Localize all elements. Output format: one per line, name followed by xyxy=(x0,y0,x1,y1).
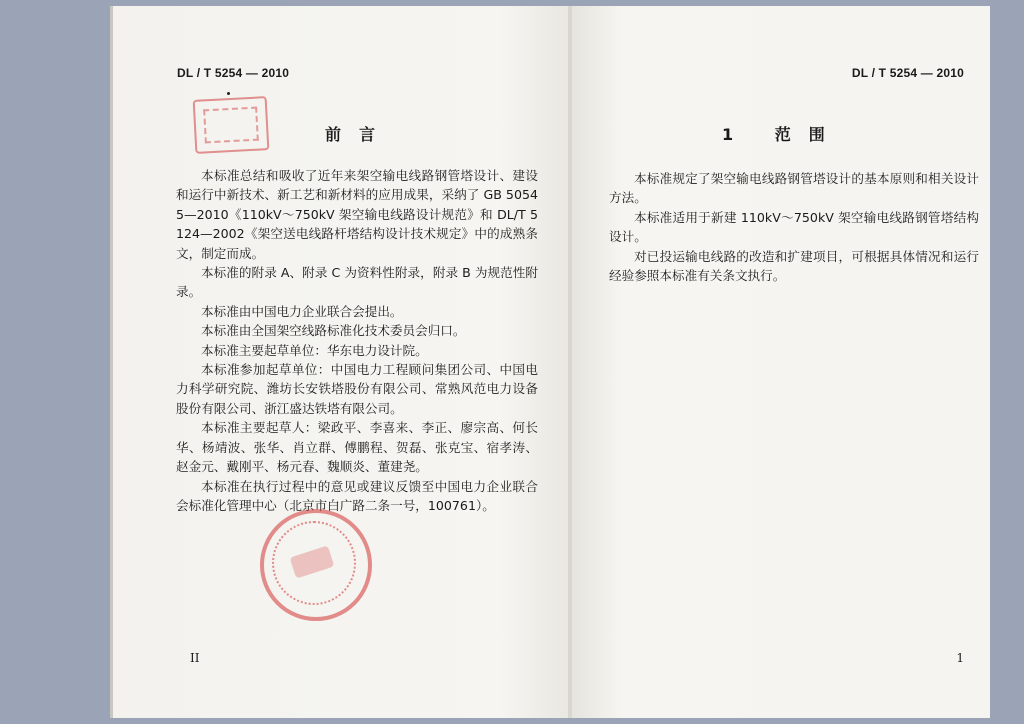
paragraph: 本标准主要起草人：梁政平、李喜来、李正、廖宗高、何长华、杨靖波、张华、肖立群、傅鹏程、贺磊、张克宝、宿孝涛、赵金元、戴刚平、杨元春、魏顺炎、董建尧。 xyxy=(176,420,538,475)
left-page xyxy=(110,6,570,718)
paragraph: 对已投运输电线路的改造和扩建项目，可根据具体情况和运行经验参照本标准有关条文执行。 xyxy=(609,248,979,284)
round-seal-stamp xyxy=(260,509,372,621)
paragraph: 本标准总结和吸收了近年来架空输电线路钢管塔设计、建设和运行中新技术、新工艺和新材料的应用成果，采纳了 GB 50545—2010《110kV～750kV 架空输电线路设计规范》和 DL/T 5124—2002《架空送电线路杆塔结构设计技术规定》中的成熟条文，制定而成。 xyxy=(176,168,538,261)
right-page xyxy=(572,6,990,718)
left-page-number: II xyxy=(190,651,200,665)
paragraph: 本标准参加起草单位：中国电力工程顾问集团公司、中国电力科学研究院、潍坊长安铁塔股份有限公司、常熟风范电力设备股份有限公司、浙江盛达铁塔有限公司。 xyxy=(176,362,538,416)
right-page-body xyxy=(609,169,979,285)
left-page-header: DL / T 5254 — 2010 xyxy=(177,66,290,80)
left-page-title: 前言 xyxy=(325,125,394,144)
right-page-title: 1 范围 xyxy=(722,125,843,144)
book-spread xyxy=(110,6,990,718)
paragraph: 本标准主要起草单位：华东电力设计院。 xyxy=(201,342,428,358)
paragraph: 本标准规定了架空输电线路钢管塔设计的基本原则和相关设计方法。 xyxy=(609,171,979,206)
paragraph: 本标准在执行过程中的意见或建议反馈至中国电力企业联合会标准化管理中心（北京市白广路二条一号，100761）。 xyxy=(176,478,538,513)
ink-dot xyxy=(227,92,230,95)
page-edge xyxy=(110,6,113,718)
paragraph: 本标准的附录 A、附录 C 为资料性附录，附录 B 为规范性附录。 xyxy=(176,265,538,300)
right-page-number: 1 xyxy=(956,651,964,665)
square-seal-stamp xyxy=(193,96,270,154)
left-page-body xyxy=(176,166,538,515)
right-page-header: DL / T 5254 — 2010 xyxy=(851,66,964,80)
paragraph: 本标准由中国电力企业联合会提出。 xyxy=(201,303,403,319)
paragraph: 本标准由全国架空线路标准化技术委员会归口。 xyxy=(201,323,466,339)
paragraph: 本标准适用于新建 110kV～750kV 架空输电线路钢管塔结构设计。 xyxy=(609,209,979,245)
